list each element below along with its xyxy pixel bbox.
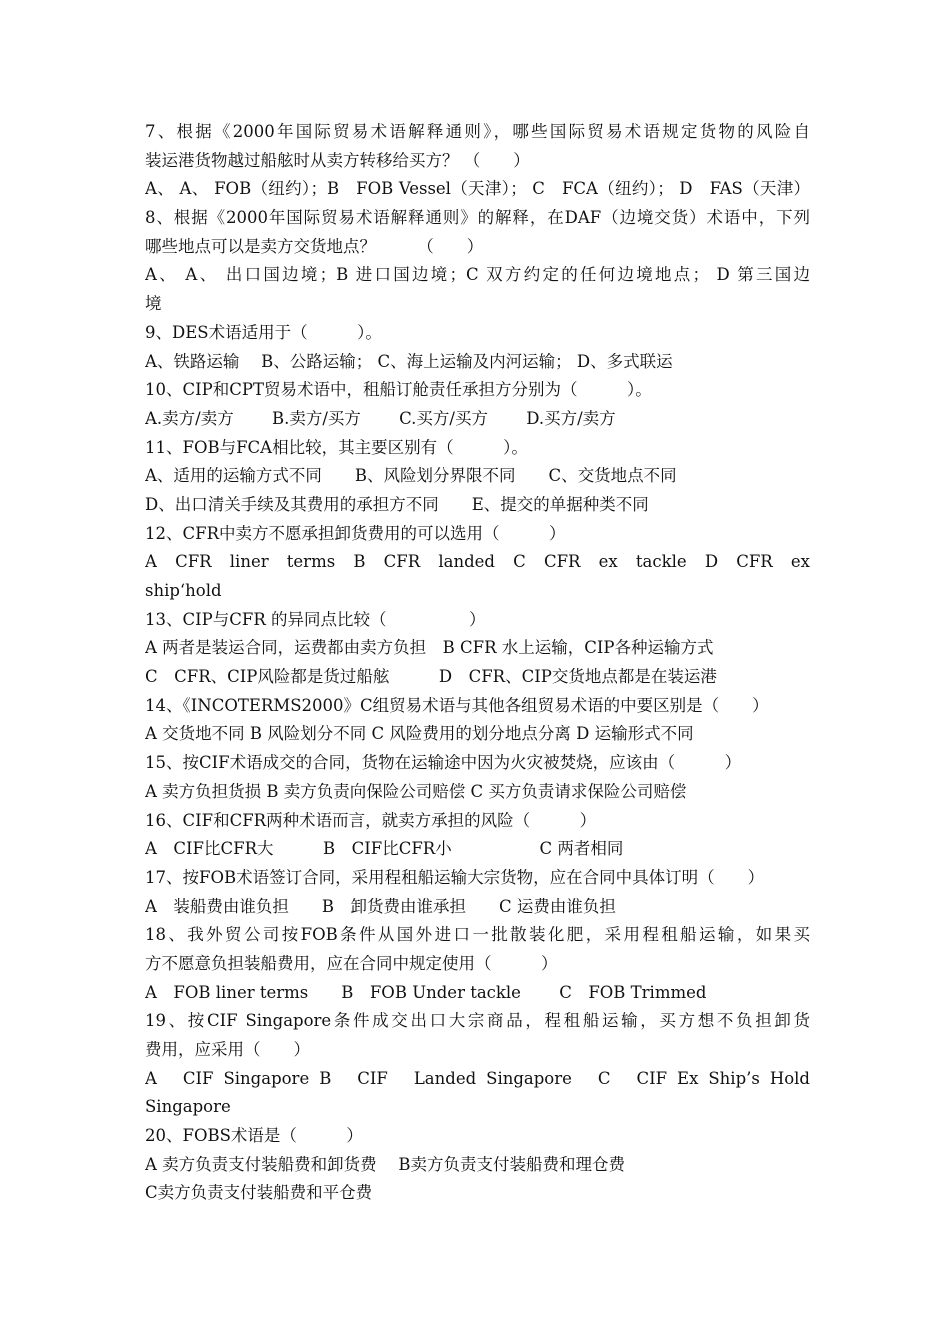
text-line: A、 A、 FOB（纽约）；B FOB Vessel（天津）； C FCA（纽约）； D FAS（天津） (145, 179, 810, 199)
text-line: 16、CIF和CFR两种术语而言，就卖方承担的风险（ ） (145, 810, 597, 830)
text-line: 费用，应采用（ ） (145, 1040, 310, 1059)
text-line: 8、根据《2000年国际贸易术语解释通则》的解释，在DAF（边境交货）术语中，下列 (145, 208, 810, 228)
text-line: A FOB liner terms B FOB Under tackle C FOB Trimmed (145, 982, 707, 1002)
text-line: 装运港货物越过船舷时从卖方转移给买方？ （ ） (145, 150, 530, 170)
text-line: 17、按FOB术语签订合同，采用程租船运输大宗货物，应在合同中具体订明（ ） (145, 867, 765, 887)
text-line: A 交货地不同 B 风险划分不同 C 风险费用的划分地点分离 D 运输形式不同 (145, 724, 694, 744)
text-line: A、适用的运输方式不同 B、风险划分界限不同 C、交货地点不同 (145, 466, 677, 486)
text-line: 7、根据《2000年国际贸易术语解释通则》，哪些国际贸易术语规定货物的风险自 (145, 122, 810, 141)
text-line: 12、CFR中卖方不愿承担卸货费用的可以选用（ ） (145, 523, 566, 543)
text-line: A 卖方负担货损 B 卖方负责向保险公司赔偿 C 买方负责请求保险公司赔偿 (145, 781, 687, 801)
text-line: 方不愿意负担装船费用，应在合同中规定使用（ ） (145, 953, 558, 973)
text-line: 18、我外贸公司按FOB条件从国外进口一批散装化肥，采用程租船运输，如果买 (145, 925, 810, 945)
text-line: Singapore (145, 1097, 231, 1117)
text-line: A 两者是装运合同，运费都由卖方负担 B CFR 水上运输，CIP各种运输方式 (145, 638, 714, 658)
text-line: 15、按CIF术语成交的合同，货物在运输途中因为火灾被焚烧，应该由（ ） (145, 753, 742, 773)
text-line: 境 (145, 294, 162, 314)
text-line: D、出口清关手续及其费用的承担方不同 E、提交的单据种类不同 (145, 494, 649, 514)
text-line: A CFR liner terms B CFR landed C CFR ex tackle D CFR ex (145, 552, 810, 572)
text-line: A CIF Singapore B CIF Landed Singapore C CIF Ex Ship’s Hold (145, 1068, 810, 1088)
text-line: 14、《INCOTERMS2000》C组贸易术语与其他各组贸易术语的中要区别是（ ） (145, 695, 769, 715)
text-line: 11、FOB与FCA相比较，其主要区别有（ ）。 (145, 437, 528, 457)
text-line: 20、FOBS术语是（ ） (145, 1126, 363, 1146)
text-line: 9、DES术语适用于（ ）。 (145, 322, 382, 342)
text-line: C卖方负责支付装船费和平仓费 (145, 1183, 373, 1203)
text-line: A、铁路运输 B、公路运输； C、海上运输及内河运输； D、多式联运 (145, 351, 673, 371)
text-line: A 卖方负责支付装船费和卸货费 B卖方负责支付装船费和理仓费 (145, 1154, 626, 1174)
text-line: 10、CIP和CPT贸易术语中，租船订舱责任承担方分别为（ ）。 (145, 380, 652, 400)
text-line: C CFR、CIP风险都是货过船舷 D CFR、CIP交货地点都是在装运港 (145, 667, 717, 687)
text-line: 19、按CIF Singapore条件成交出口大宗商品，程租船运输，买方想不负担卸货 (145, 1011, 810, 1031)
text-line: 哪些地点可以是卖方交货地点？ （ ） (145, 236, 484, 256)
text-line: ship‘hold (145, 581, 222, 600)
text-line: 13、CIP与CFR 的异同点比较（ ） (145, 609, 486, 629)
text-line: A 装船费由谁负担 B 卸货费由谁承担 C 运费由谁负担 (145, 896, 616, 916)
text-line: A.卖方/卖方 B.卖方/买方 C.买方/买方 D.买方/卖方 (145, 408, 616, 428)
text-line: A、 A、 出口国边境；B 进口国边境；C 双方约定的任何边境地点； D 第三国边 (145, 265, 810, 285)
text-line: A CIF比CFR大 B CIF比CFR小 C 两者相同 (145, 839, 624, 859)
question-list (145, 118, 810, 1208)
